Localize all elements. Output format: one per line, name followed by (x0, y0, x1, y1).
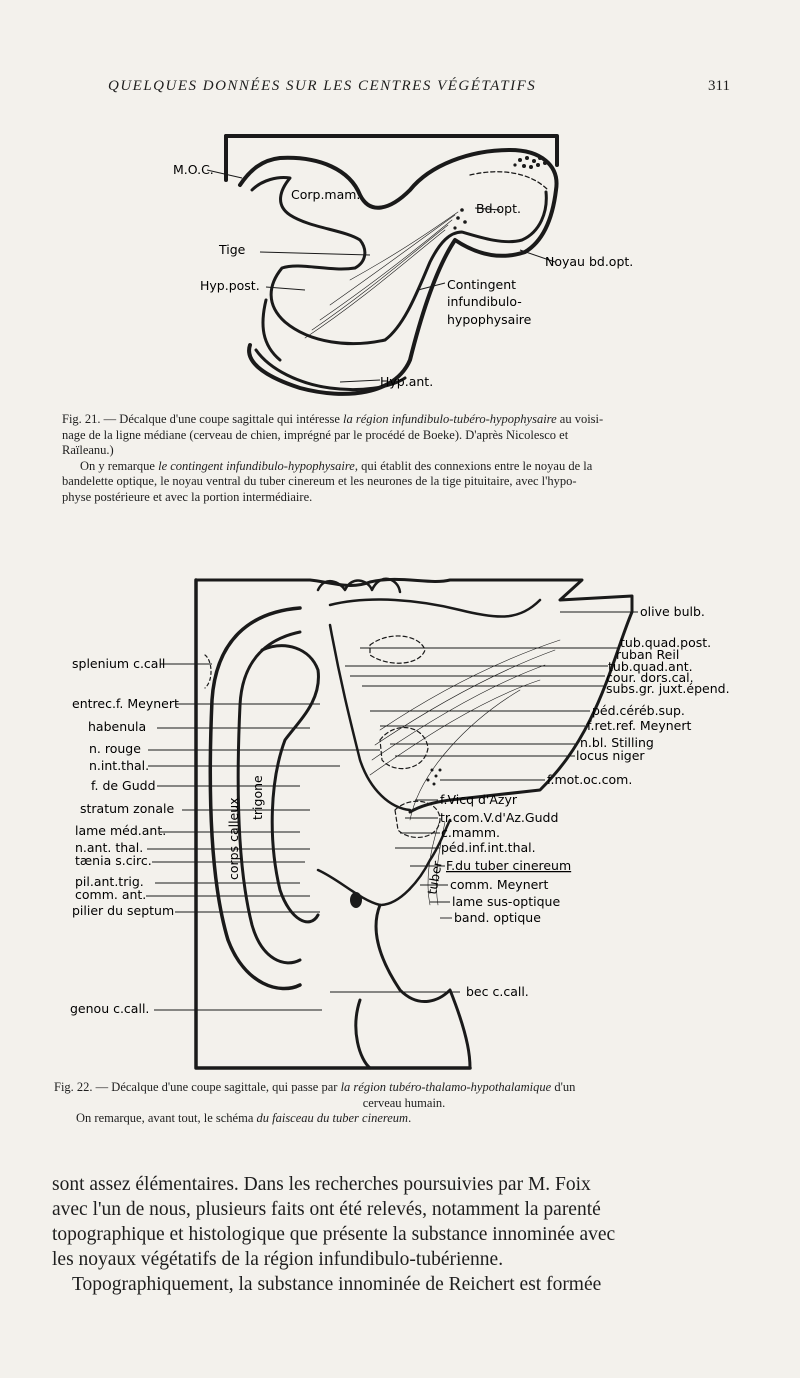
fig22-label-taenia: tænia s.circ. (75, 853, 152, 868)
fig22-label-ruban: ruban Reil (616, 647, 680, 662)
fig22-label-bec: bec c.call. (466, 984, 529, 999)
fig22-label-tub-quad-post: tub.quad.post. (620, 635, 712, 650)
fig22-caption-line1: Fig. 22. — Décalque d'une coupe sagittale, qui passe par la région tubéro-thalamo-hypothalamique d'un (54, 1080, 576, 1094)
fig22-label-locus: locus niger (576, 748, 645, 763)
fig22-label-f-ret: f.ret.ref. Meynert (587, 718, 692, 733)
fig22-label-lame-sus: lame sus-optique (452, 894, 561, 909)
fig22-label-n-rouge: n. rouge (89, 741, 141, 756)
body-line-1: sont assez élémentaires. Dans les recherches poursuivies par M. Foix (52, 1174, 591, 1195)
fig22-dashed-nucleus-2 (380, 728, 428, 769)
fig21-label-moc: M.O.C. (173, 162, 214, 177)
fig22-label-ped-inf: péd.inf.int.thal. (441, 840, 536, 855)
fig22-label-f-gudd: f. de Gudd (91, 778, 156, 793)
fig22-label-lame-med: lame méd.ant. (75, 823, 167, 838)
fig22-left-leaders (146, 664, 380, 1010)
fig22-label-splenium: splenium c.call (72, 656, 166, 671)
fig22-label-n-ant-thal: n.ant. thal. (75, 840, 144, 855)
fig22-caption (54, 1080, 754, 1127)
fig22-label-entrec: entrec.f. Meynert (72, 696, 179, 711)
fig21-label-bd-opt: Bd.opt. (476, 201, 521, 216)
fig22-label-band-opt: band. optique (454, 910, 541, 925)
fig21-caption-line2: nage de la ligne médiane (cerveau de chien, imprégné par le procédé de Boeke). D'après Nicolesco et (62, 427, 569, 442)
fig22-optic-region (376, 905, 470, 1068)
fig21-caption-line5: bandelette optique, le noyau ventral du tuber cinereum et les neurones de la tige pituitaire, avec l'hypo- (62, 474, 577, 488)
fig22-trigone (262, 646, 318, 922)
fig21-label-tige: Tige (219, 242, 246, 257)
fig21-caption-line1: Fig. 21. — Décalque d'une coupe sagittale qui intéresse la région infundibulo-tubéro-hypophysaire au voisi- (62, 412, 604, 426)
fig21-caption-line6: physe postérieure et avec la portion intermédiaire. (62, 489, 313, 504)
fig22-label-subs: subs.gr. juxt.épend. (606, 681, 730, 696)
fig22-label-n-bl: n.bl. Stilling (580, 735, 654, 750)
fig22-dashed-splenium (205, 655, 211, 688)
fig21-label-contingent-2: infundibulo- (447, 294, 522, 309)
fig22-label-corps-calleux: corps calleux (226, 797, 241, 880)
fig22-label-trigone: trigone (250, 775, 265, 820)
fig22-label-comm-ant: comm. ant. (75, 887, 147, 902)
fig22-caption-line3: On remarque, avant tout, le schéma du faisceau du tuber cinereum. (76, 1111, 412, 1125)
body-line-3: topographique et histologique que présente la substance innominée avec (52, 1224, 616, 1245)
fig22-label-pil-ant: pil.ant.trig. (75, 874, 144, 889)
fig22-label-ped-cereb: péd.céréb.sup. (592, 703, 685, 718)
fig21-label-hyp-post: Hyp.post. (200, 278, 260, 293)
fig22-dashed-nucleus-1 (370, 636, 425, 663)
fig22-label-cour: cour. dors.cal. (606, 670, 694, 685)
fig21-label-contingent-1: Contingent (447, 277, 517, 292)
fig21-label-noyau-bd-opt: Noyau bd.opt. (545, 254, 634, 269)
fig22-lamina (356, 1000, 370, 1068)
fig22-label-tub-quad-ant: tub.quad.ant. (608, 659, 693, 674)
fig22-label-olive: olive bulb. (640, 604, 705, 619)
fig22-label-tuber: tuber (424, 859, 445, 896)
fig22-caption-line2: cerveau humain. (362, 1095, 446, 1110)
fig22-label-habenula: habenula (88, 719, 147, 734)
body-paragraph (52, 1172, 752, 1297)
page-number: 311 (708, 78, 730, 94)
fig22-label-genou: genou c.call. (70, 1001, 150, 1016)
fig21-caption-line3: Raïleanu.) (62, 443, 114, 457)
fig22-label-stratum: stratum zonale (80, 801, 175, 816)
fig21-caption-line4: On y remarque le contingent infundibulo-hypophysaire, qui établit des connexions entre le noyau de la (80, 458, 593, 473)
fig22-label-f-tuber: F.du tuber cinereum (446, 858, 572, 873)
fig22-label-f-vicq: f.Vicq d'Azyr (440, 792, 518, 807)
fig22-thalamus-top (330, 600, 540, 617)
body-line-2: avec l'un de nous, plusieurs faits ont été relevés, notamment la parenté (52, 1199, 601, 1220)
running-title: QUELQUES DONNÉES SUR LES CENTRES VÉGÉTATIFS (108, 78, 537, 94)
body-line-5: Topographiquement, la substance innominée de Reichert est formée (72, 1274, 602, 1295)
body-line-4: les noyaux végétatifs de la région infundibulo-tubérienne. (52, 1249, 504, 1270)
fig22-label-comm-meynert: comm. Meynert (450, 877, 549, 892)
fig22-label-f-mot: f.mot.oc.com. (547, 772, 633, 787)
fig22-label-tr-com: tr.com.V.d'Az.Gudd (440, 810, 559, 825)
fig21-label-contingent-3: hypophysaire (447, 312, 532, 327)
fig22-label-n-int-thal: n.int.thal. (89, 758, 150, 773)
fig22-label-c-mamm: c.mamm. (441, 825, 501, 840)
fig21-label-hyp-ant: Hyp.ant. (380, 374, 434, 389)
fig22-label-pilier: pilier du septum (72, 903, 175, 918)
fig21-label-corp-mam: Corp.mam. (291, 187, 361, 202)
